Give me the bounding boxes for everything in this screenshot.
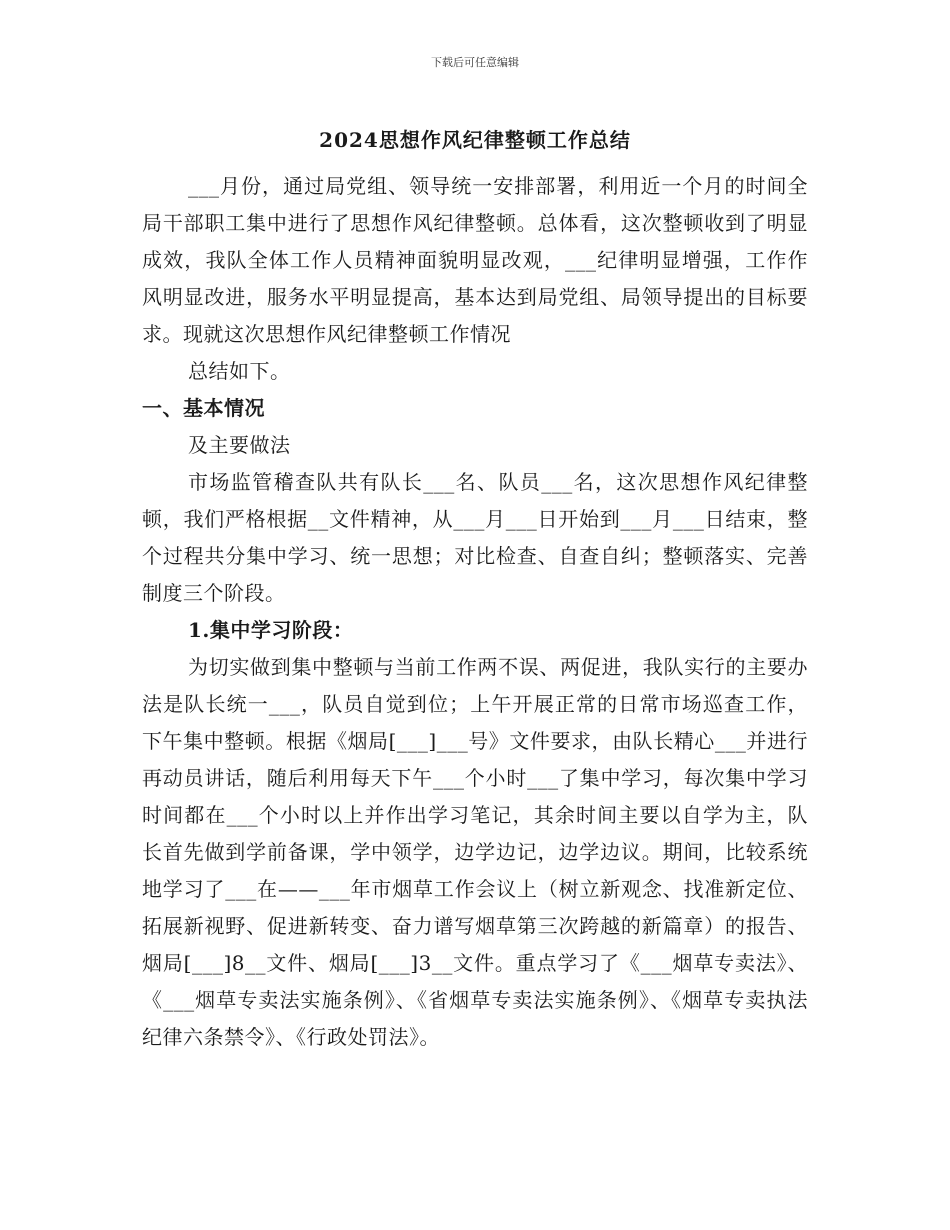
- header-note: 下载后可任意编辑: [431, 56, 519, 69]
- paragraph-basic-info: 市场监管稽查队共有队长___名、队员___名，这次思想作风纪律整顿，我们严格根据__文件精神，从___月___日开始到___月___日结束，整个过程共分集中学习、统一思想；对比检查、自查自纠；整顿落实、完善制度三个阶段。: [142, 470, 808, 605]
- paragraph-section-subtitle: 及主要做法: [188, 433, 291, 457]
- paragraph-summary-lead: 总结如下。: [188, 359, 291, 383]
- section-heading-2: 1.集中学习阶段：: [188, 618, 354, 642]
- document-body: [142, 168, 808, 1056]
- section-heading-1: 一、基本情况: [142, 396, 265, 420]
- paragraph-intro: ___月份，通过局党组、领导统一安排部署，利用近一个月的时间全局干部职工集中进行了思想作风纪律整顿。总体看，这次整顿收到了明显成效，我队全体工作人员精神面貌明显改观，___纪律明显增强，工作作风明显改进，服务水平明显提高，基本达到局党组、局领导提出的目标要求。现就这次思想作风纪律整顿工作情况: [142, 174, 808, 346]
- paragraph-study-stage: 为切实做到集中整顿与当前工作两不误、两促进，我队实行的主要办法是队长统一___，队员自觉到位；上午开展正常的日常市场巡查工作，下午集中整顿。根据《烟局[___]___号》文件要求，由队长精心___并进行再动员讲话，随后利用每天下午___个小时___了集中学习，每次集中学习时间都在___个小时以上并作出学习笔记，其余时间主要以自学为主，队长首先做到学前备课，学中领学，边学边记，边学边议。期间，比较系统地学习了___在——___年市烟草工作会议上（树立新观念、找准新定位、拓展新视野、促进新转变、奋力谱写烟草第三次跨越的新篇章）的报告、烟局[___]8__文件、烟局[___]3__文件。重点学习了《___烟草专卖法》、《___烟草专卖法实施条例》、《省烟草专卖法实施条例》、《烟草专卖执法纪律六条禁令》、《行政处罚法》。: [142, 655, 808, 1049]
- document-title: 2024思想作风纪律整顿工作总结: [319, 128, 631, 152]
